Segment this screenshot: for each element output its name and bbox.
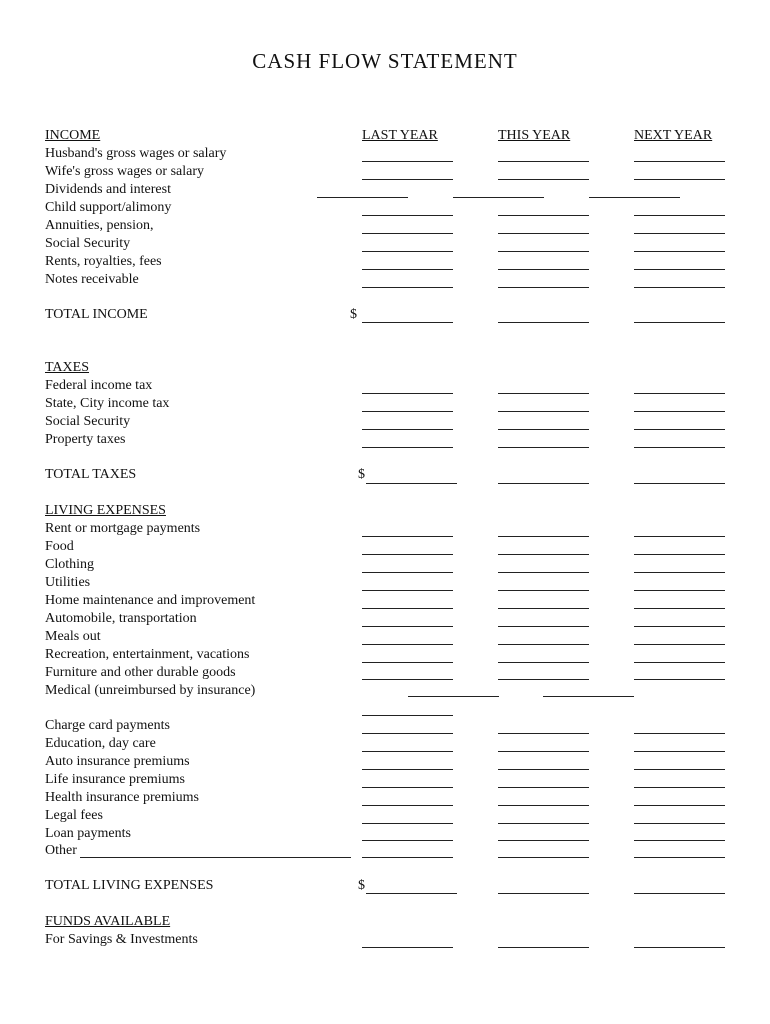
funds-heading: FUNDS AVAILABLE [45, 914, 171, 929]
living-item-charge-card: Charge card payments [45, 718, 170, 733]
living-health-insurance-last-year-field[interactable] [362, 805, 453, 806]
taxes-social-security-last-year-field[interactable] [362, 429, 453, 430]
income-item-husband-wages: Husband's gross wages or salary [45, 146, 227, 161]
living-auto-insurance-last-year-field[interactable] [362, 769, 453, 770]
page-title: CASH FLOW STATEMENT [252, 49, 518, 73]
living-item-furniture: Furniture and other durable goods [45, 665, 236, 680]
taxes-social-security-next-year-field[interactable] [634, 429, 725, 430]
living-rent-this-year-field[interactable] [498, 536, 589, 537]
living-total-dollar: $ [358, 878, 365, 893]
income-item-rents: Rents, royalties, fees [45, 254, 162, 269]
column-this-year: THIS YEAR [498, 128, 571, 143]
living-item-recreation: Recreation, entertainment, vacations [45, 647, 250, 662]
living-medical-next-year-field[interactable] [543, 696, 634, 697]
living-rent-last-year-field[interactable] [362, 536, 453, 537]
living-clothing-last-year-field[interactable] [362, 572, 453, 573]
living-furniture-next-year-field[interactable] [634, 679, 725, 680]
living-life-insurance-next-year-field[interactable] [634, 787, 725, 788]
taxes-state-city-next-year-field[interactable] [634, 411, 725, 412]
income-wife-wages-next-year-field[interactable] [634, 179, 725, 180]
income-item-wife-wages: Wife's gross wages or salary [45, 164, 205, 179]
taxes-federal-this-year-field[interactable] [498, 393, 589, 394]
living-home-this-year-field[interactable] [498, 608, 589, 609]
income-husband-wages-next-year-field[interactable] [634, 161, 725, 162]
income-item-annuities: Annuities, pension, [45, 218, 154, 233]
column-next-year: NEXT YEAR [634, 128, 713, 143]
living-recreation-this-year-field[interactable] [498, 662, 589, 663]
living-food-last-year-field[interactable] [362, 554, 453, 555]
living-item-loan: Loan payments [45, 826, 131, 841]
income-notes-last-year-field[interactable] [362, 287, 453, 288]
income-child-support-next-year-field[interactable] [634, 215, 725, 216]
living-auto-insurance-next-year-field[interactable] [634, 769, 725, 770]
living-item-medical: Medical (unreimbursed by insurance) [45, 683, 256, 698]
taxes-item-property: Property taxes [45, 432, 126, 447]
income-annuities-next-year-field[interactable] [634, 233, 725, 234]
living-auto-this-year-field[interactable] [498, 626, 589, 627]
living-furniture-this-year-field[interactable] [498, 679, 589, 680]
income-total-this-year-field[interactable] [498, 322, 589, 323]
living-total-next-year-field[interactable] [634, 893, 725, 894]
living-item-legal: Legal fees [45, 808, 103, 823]
income-total-next-year-field[interactable] [634, 322, 725, 323]
taxes-total-dollar: $ [358, 467, 365, 482]
income-total-dollar: $ [350, 307, 357, 322]
living-auto-next-year-field[interactable] [634, 626, 725, 627]
taxes-total-last-year-field[interactable] [366, 483, 457, 484]
living-life-insurance-last-year-field[interactable] [362, 787, 453, 788]
living-rent-next-year-field[interactable] [634, 536, 725, 537]
funds-available-next-year-field[interactable] [634, 947, 725, 948]
income-item-notes: Notes receivable [45, 272, 139, 287]
income-dividends-last-year-field[interactable] [317, 197, 408, 198]
taxes-item-federal: Federal income tax [45, 378, 153, 393]
taxes-federal-next-year-field[interactable] [634, 393, 725, 394]
living-other-next-year-field[interactable] [634, 857, 725, 858]
taxes-total-next-year-field[interactable] [634, 483, 725, 484]
taxes-property-this-year-field[interactable] [498, 447, 589, 448]
income-rents-last-year-field[interactable] [362, 269, 453, 270]
living-health-insurance-this-year-field[interactable] [498, 805, 589, 806]
funds-available-this-year-field[interactable] [498, 947, 589, 948]
income-husband-wages-this-year-field[interactable] [498, 161, 589, 162]
taxes-total-this-year-field[interactable] [498, 483, 589, 484]
living-utilities-next-year-field[interactable] [634, 590, 725, 591]
income-child-support-last-year-field[interactable] [362, 215, 453, 216]
living-item-home: Home maintenance and improvement [45, 593, 256, 608]
living-item-food: Food [45, 539, 74, 554]
income-notes-this-year-field[interactable] [498, 287, 589, 288]
living-total-last-year-field[interactable] [366, 893, 457, 894]
living-home-next-year-field[interactable] [634, 608, 725, 609]
living-furniture-last-year-field[interactable] [362, 679, 453, 680]
income-annuities-last-year-field[interactable] [362, 233, 453, 234]
living-auto-insurance-this-year-field[interactable] [498, 769, 589, 770]
living-education-last-year-field[interactable] [362, 751, 453, 752]
funds-available-last-year-field[interactable] [362, 947, 453, 948]
living-item-clothing: Clothing [45, 557, 95, 572]
income-child-support-this-year-field[interactable] [498, 215, 589, 216]
income-wife-wages-last-year-field[interactable] [362, 179, 453, 180]
living-education-next-year-field[interactable] [634, 751, 725, 752]
living-food-next-year-field[interactable] [634, 554, 725, 555]
living-item-education: Education, day care [45, 736, 156, 751]
income-rents-next-year-field[interactable] [634, 269, 725, 270]
living-clothing-this-year-field[interactable] [498, 572, 589, 573]
taxes-heading: TAXES [45, 360, 89, 375]
living-loan-this-year-field[interactable] [498, 840, 589, 841]
taxes-federal-last-year-field[interactable] [362, 393, 453, 394]
living-recreation-last-year-field[interactable] [362, 662, 453, 663]
living-charge-card-this-year-field[interactable] [498, 733, 589, 734]
living-charge-card-last-year-field[interactable] [362, 733, 453, 734]
living-heading: LIVING EXPENSES [45, 503, 166, 518]
taxes-total-label: TOTAL TAXES [45, 467, 137, 482]
taxes-item-state-city: State, City income tax [45, 396, 170, 411]
living-health-insurance-next-year-field[interactable] [634, 805, 725, 806]
other-description-field[interactable] [80, 857, 351, 858]
income-annuities-this-year-field[interactable] [498, 233, 589, 234]
living-recreation-next-year-field[interactable] [634, 662, 725, 663]
income-item-social-security: Social Security [45, 236, 131, 251]
income-total-last-year-field[interactable] [362, 322, 453, 323]
living-item-auto: Automobile, transportation [45, 611, 197, 626]
living-food-this-year-field[interactable] [498, 554, 589, 555]
income-dividends-this-year-field[interactable] [453, 197, 544, 198]
living-education-this-year-field[interactable] [498, 751, 589, 752]
income-husband-wages-last-year-field[interactable] [362, 161, 453, 162]
income-item-child-support: Child support/alimony [45, 200, 172, 215]
income-social-security-next-year-field[interactable] [634, 251, 725, 252]
taxes-property-next-year-field[interactable] [634, 447, 725, 448]
living-legal-next-year-field[interactable] [634, 823, 725, 824]
column-last-year: LAST YEAR [362, 128, 438, 143]
living-legal-this-year-field[interactable] [498, 823, 589, 824]
living-meals-next-year-field[interactable] [634, 644, 725, 645]
living-life-insurance-this-year-field[interactable] [498, 787, 589, 788]
living-other-last-year-field[interactable] [362, 857, 453, 858]
taxes-property-last-year-field[interactable] [362, 447, 453, 448]
living-other-this-year-field[interactable] [498, 857, 589, 858]
living-charge-card-next-year-field[interactable] [634, 733, 725, 734]
income-social-security-this-year-field[interactable] [498, 251, 589, 252]
living-item-life-insurance: Life insurance premiums [45, 772, 185, 787]
living-item-auto-insurance: Auto insurance premiums [45, 754, 190, 769]
income-rents-this-year-field[interactable] [498, 269, 589, 270]
living-utilities-this-year-field[interactable] [498, 590, 589, 591]
living-loan-last-year-field[interactable] [362, 840, 453, 841]
income-heading: INCOME [45, 128, 101, 143]
living-total-label: TOTAL LIVING EXPENSES [45, 878, 214, 893]
income-notes-next-year-field[interactable] [634, 287, 725, 288]
living-clothing-next-year-field[interactable] [634, 572, 725, 573]
income-wife-wages-this-year-field[interactable] [498, 179, 589, 180]
living-legal-last-year-field[interactable] [362, 823, 453, 824]
living-medical-this-year-field[interactable] [408, 696, 499, 697]
living-item-meals: Meals out [45, 629, 101, 644]
funds-label: For Savings & Investments [45, 932, 198, 947]
living-total-this-year-field[interactable] [498, 893, 589, 894]
living-item-other: Other [45, 843, 77, 858]
living-auto-last-year-field[interactable] [362, 626, 453, 627]
living-utilities-last-year-field[interactable] [362, 590, 453, 591]
living-medical-last-year-field[interactable] [362, 715, 453, 716]
taxes-item-social-security: Social Security [45, 414, 131, 429]
living-meals-this-year-field[interactable] [498, 644, 589, 645]
living-item-health-insurance: Health insurance premiums [45, 790, 199, 805]
income-dividends-next-year-field[interactable] [589, 197, 680, 198]
living-item-utilities: Utilities [45, 575, 91, 590]
living-loan-next-year-field[interactable] [634, 840, 725, 841]
income-item-dividends: Dividends and interest [45, 182, 171, 197]
living-home-last-year-field[interactable] [362, 608, 453, 609]
living-meals-last-year-field[interactable] [362, 644, 453, 645]
taxes-social-security-this-year-field[interactable] [498, 429, 589, 430]
income-total-label: TOTAL INCOME [45, 307, 148, 322]
income-social-security-last-year-field[interactable] [362, 251, 453, 252]
living-item-rent: Rent or mortgage payments [45, 521, 201, 536]
taxes-state-city-this-year-field[interactable] [498, 411, 589, 412]
taxes-state-city-last-year-field[interactable] [362, 411, 453, 412]
